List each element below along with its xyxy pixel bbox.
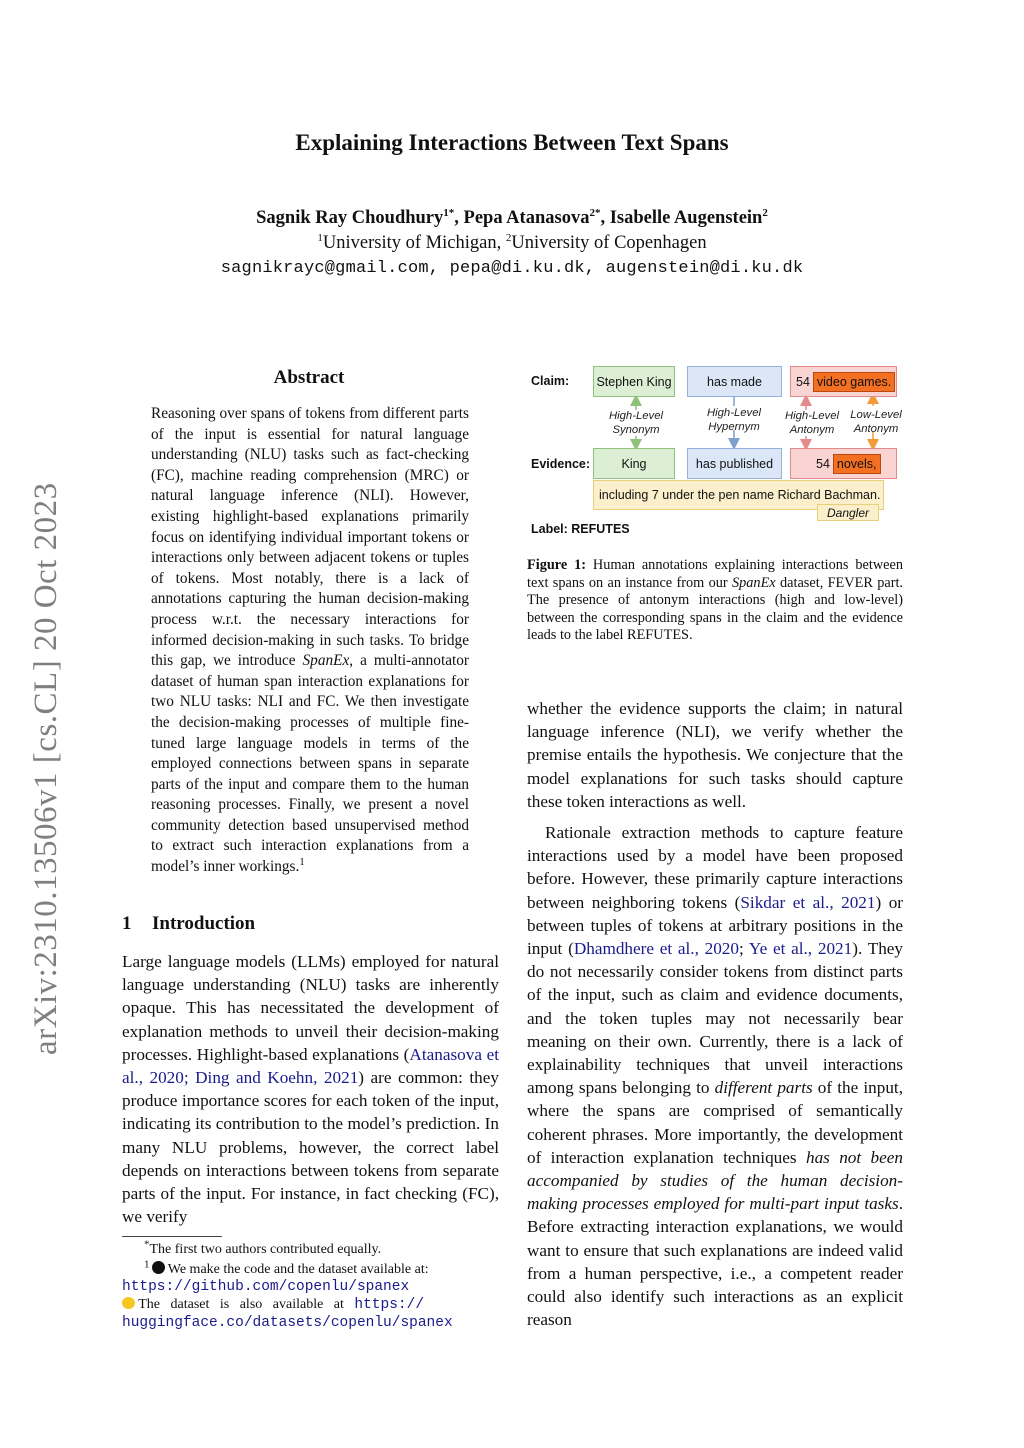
citation-link[interactable]: Sikdar et al., 2021	[740, 892, 876, 912]
relation-type: Synonym	[612, 424, 660, 436]
abstract-dataset-name: SpanEx	[302, 652, 350, 670]
author-name: Isabelle Augenstein	[609, 208, 763, 228]
section-number: 1	[122, 913, 132, 934]
relation-type: Hypernym	[708, 421, 760, 433]
caption-label: Figure 1:	[527, 557, 587, 573]
huggingface-link[interactable]: huggingface.co/datasets/copenlu/spanex	[122, 1315, 453, 1331]
body-text: ). They do not necessarily consider tokens from distinct parts of the input, such as claim and evidence documents, and the token tuples may not necessarily bear meaning on their own. Currently, there is a lack of explainability techniques that unveil interactions among spans belonging to	[527, 939, 904, 1098]
intro-paragraph	[122, 950, 499, 1228]
body-text: Rationale extraction methods to capture feature interactions used by a model have been proposed before. However, these primarily capture interactions between neighboring tokens (	[527, 823, 903, 912]
body-text: of the input, where the spans are comprised of semantically coherent phrases. More importantly, the development of interaction explanation techniques	[527, 1078, 903, 1167]
author-emails: sagnikrayc@gmail.com, pepa@di.ku.dk, augenstein@di.ku.dk	[220, 259, 804, 278]
author-affil-mark: 1*	[443, 206, 455, 219]
footnote-mark: 1	[299, 855, 305, 868]
relation-hypernym	[691, 406, 777, 434]
affil-name: University of Copenhagen	[511, 233, 707, 253]
body-text: ;	[739, 939, 749, 959]
evidence-dangler-span: including 7 under the pen name Richard Bachman.	[593, 480, 884, 510]
evidence-label: Evidence:	[531, 457, 591, 471]
label-verdict: Label: REFUTES	[531, 522, 630, 536]
huggingface-link[interactable]: https://	[354, 1297, 425, 1313]
caption-text: dataset, FEVER part. The presence of antonym interactions (high and low-level) between the corresponding spans in the claim and the evidence leads to the label REFUTES.	[527, 574, 903, 644]
paper-title: Explaining Interactions Between Text Spans	[295, 130, 729, 155]
right-paragraph-2	[527, 821, 903, 1331]
relation-level: High-Level	[608, 410, 663, 422]
relation-type: Antonym	[789, 424, 835, 436]
evidence-span-predicate: has published	[687, 448, 782, 479]
author-affil-mark: 2*	[589, 206, 601, 219]
relation-antonym-low	[845, 408, 907, 436]
footnote-text: We make the code and the dataset available at:	[164, 1262, 429, 1277]
relation-synonym	[593, 409, 679, 437]
evidence-object-noun: novels,	[833, 454, 881, 474]
affil-name: University of Michigan,	[322, 233, 506, 253]
abstract-part: , a multi-annotator dataset of human span interaction explanations for two NLU tasks: NLI and FC. We then investigate the decision-making processes of multiple fine-tuned large language models in terms of the employed connections between spans in separate parts of the input and compare them to the human reasoning processes. Finally, we present a novel community detection based unsupervised method to extract such interaction explanations from a model’s inner workings.	[151, 652, 469, 876]
footnote-text: The first two authors contributed equally.	[149, 1242, 382, 1257]
github-link[interactable]: https://github.com/copenlu/spanex	[122, 1279, 410, 1295]
footnote-2	[122, 1258, 499, 1278]
author-sep: ,	[600, 208, 610, 228]
author-affil-mark: 2	[762, 206, 768, 219]
author-list	[0, 208, 1024, 229]
footnote-1	[122, 1238, 499, 1258]
github-icon	[152, 1261, 165, 1274]
body-text: ) or between tuples of tokens at arbitrary positions in the input (	[527, 892, 904, 959]
evidence-number: 54	[816, 456, 830, 471]
body-emphasis: has not been accompanied by studies of the human decision-making processes employed for multi-part input tasks	[527, 1147, 903, 1214]
abstract-heading: Abstract	[273, 367, 345, 388]
caption-text: Human annotations explaining interactions between text spans on an instance from our	[527, 557, 903, 591]
figure-1	[527, 362, 907, 542]
citation-link[interactable]: Dhamdhere et al., 2020	[573, 939, 739, 959]
footnote-mark: 1	[144, 1258, 150, 1271]
relation-antonym-high	[779, 409, 845, 437]
footnote-rule	[122, 1236, 222, 1237]
evidence-span-subject: King	[593, 448, 675, 479]
author-name: Pepa Atanasova	[463, 208, 590, 228]
relation-level: High-Level	[784, 410, 839, 422]
claim-label: Claim:	[531, 374, 570, 388]
footnotes	[122, 1238, 499, 1332]
hugging-face-icon	[122, 1297, 135, 1309]
footnote-text: The dataset is also available at	[135, 1297, 355, 1312]
footnote-url	[122, 1278, 499, 1296]
right-paragraph-1: whether the evidence supports the claim; in natural language inference (NLI), we verify whether the premise entails the hypothesis. We conjecture that the model explanations for such tasks should capture these token interactions as well.	[527, 699, 903, 811]
claim-span-object	[790, 366, 897, 397]
claim-object-noun: video games.	[813, 372, 895, 392]
abstract-part: Reasoning over spans of tokens from different parts of the input is essential for natural language understanding (NLU) tasks such as fact-checking (FC), machine reading comprehension (MRC) or natural language inference (NLI). However, existing highlight-based explanations primarily focus on identifying individual important tokens or interactions only between adjacent tokens or tuples of tokens. Most notably, there is a lack of annotations capturing the human decision-making process w.r.t. the necessary interactions for informed decision-making in such tasks. To bridge this gap, we introduce	[151, 405, 469, 670]
figure-caption	[527, 557, 903, 645]
relation-level: High-Level	[706, 407, 761, 419]
section-title: Introduction	[152, 913, 256, 934]
claim-number: 54	[796, 374, 810, 389]
body-emphasis: different parts	[714, 1078, 813, 1098]
caption-dataset-name: SpanEx	[731, 574, 776, 591]
footnote-3	[122, 1296, 499, 1314]
claim-span-subject: Stephen King	[593, 366, 675, 397]
footnote-mark: *	[144, 1238, 150, 1251]
author-name: Sagnik Ray Choudhury	[256, 208, 444, 228]
intro-text: Large language models (LLMs) employed for natural language understanding (NLU) tasks are inherently opaque. This has necessitated the development of explanation methods to unveil their decision-making processes. Highlight-based explanations (	[122, 952, 499, 1064]
intro-text: ) are common: they produce importance scores for each token of the input, indicating its contribution to the model’s prediction. In many NLU problems, however, the correct label depends on interactions between tokens from separate parts of the input. For instance, in fact checking (FC), we verify	[122, 1068, 499, 1227]
relation-level: Low-Level	[850, 409, 902, 421]
affil-mark: 2	[505, 231, 512, 244]
footnote-url	[122, 1314, 499, 1332]
citation-link[interactable]: Ye et al., 2021	[748, 939, 853, 959]
dangler-tag: Dangler	[817, 504, 879, 521]
evidence-span-object	[790, 448, 897, 479]
citation-link[interactable]: Atanasova et al., 2020; Ding and Koehn, 2021	[122, 1044, 500, 1088]
affiliations	[0, 233, 1024, 254]
relation-type: Antonym	[853, 423, 899, 435]
affil-mark: 1	[317, 231, 323, 244]
arxiv-stamp: arXiv:2310.13506v1 [cs.CL] 20 Oct 2023	[28, 482, 64, 1055]
body-text: . Before extracting interaction explanations, we would want to ensure that such explanations are indeed valid from a human perspective, i.e., a competent reader could also identify such interactions as an explicit reason	[527, 1194, 903, 1330]
claim-span-predicate: has made	[687, 366, 782, 397]
author-sep: ,	[454, 208, 464, 228]
abstract-text	[151, 404, 469, 878]
section-heading	[122, 913, 255, 935]
